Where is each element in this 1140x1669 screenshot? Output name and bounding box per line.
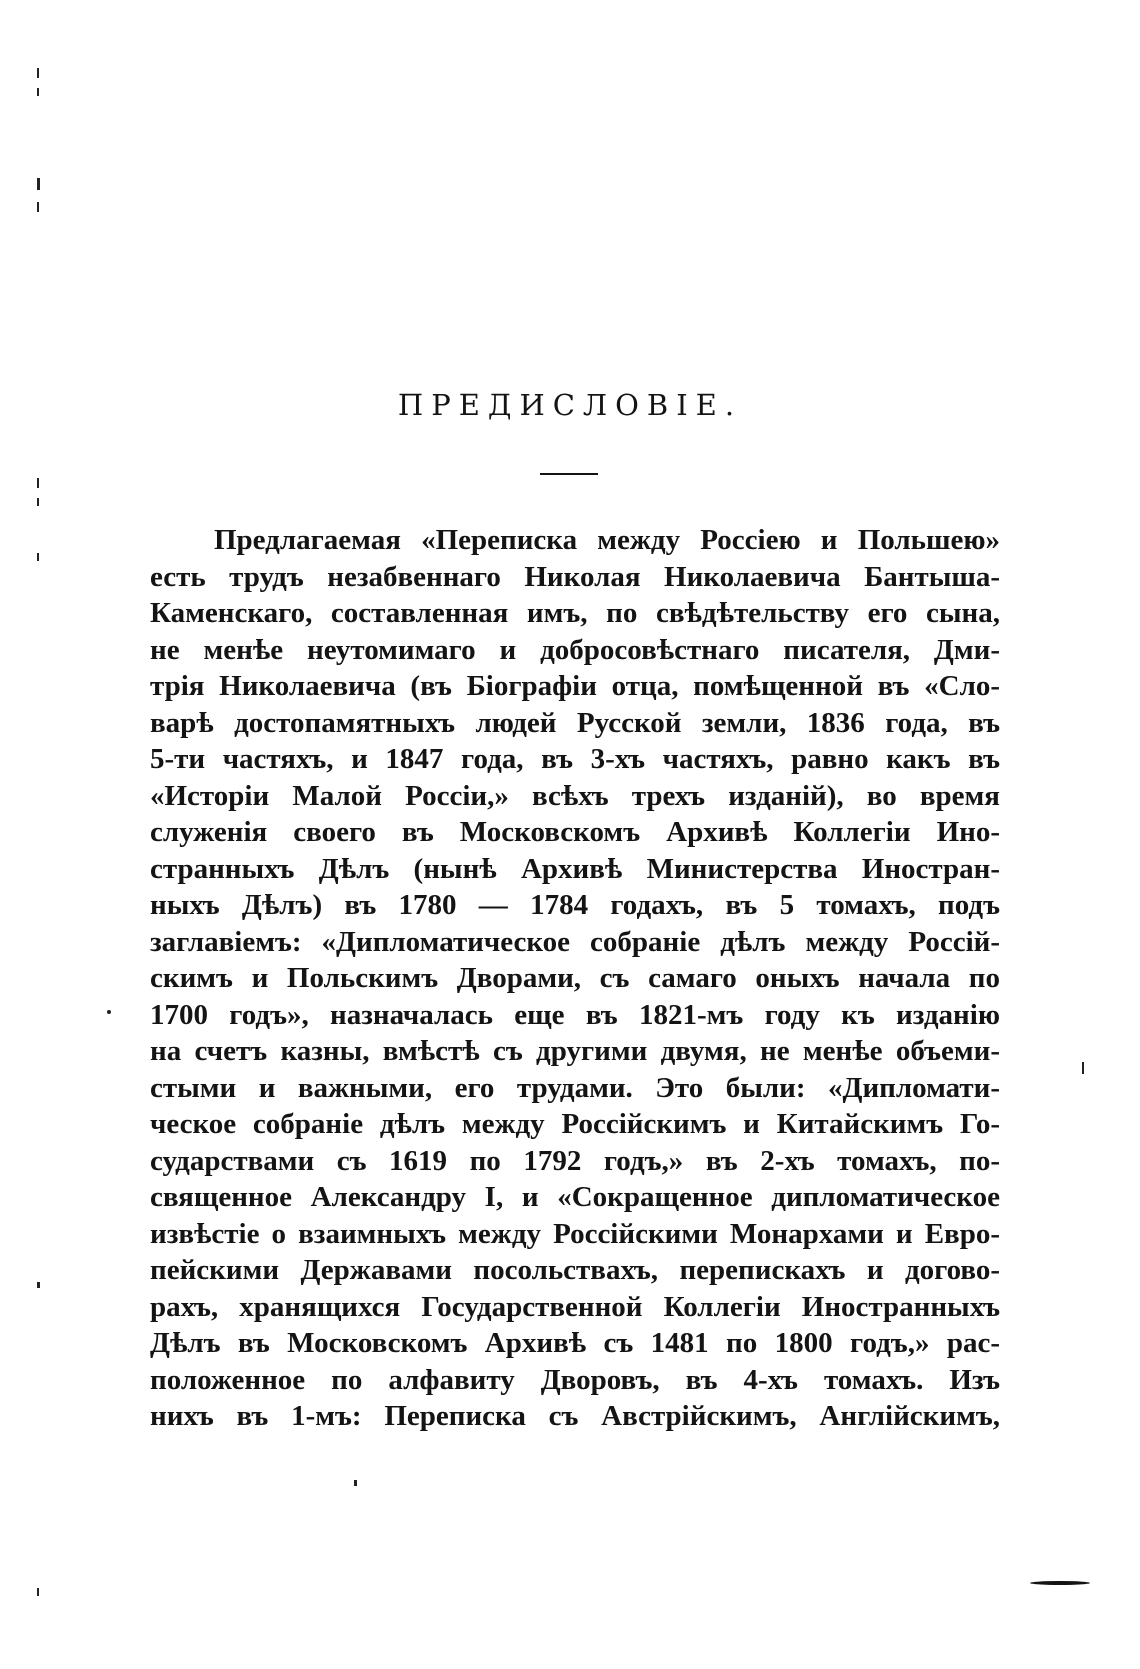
- text-line: ныхъ Дѣлъ) въ 1780 — 1784 годахъ, въ 5 томахъ, подъ: [150, 889, 1000, 921]
- text-line: служенiя своего въ Московскомъ Архивѣ Коллегiи Ино-: [150, 816, 1000, 848]
- text-line: скимъ и Польскимъ Дворами, съ самаго оныхъ начала по: [150, 962, 1000, 994]
- text-line: есть трудъ незабвеннаго Николая Николаевича Бантыша-: [150, 560, 1000, 593]
- text-line: сударствами съ 1619 по 1792 годъ,» въ 2-хъ томахъ, по-: [150, 1144, 1000, 1177]
- text-line: Дѣлъ въ Московскомъ Архивѣ съ 1481 по 1800 годъ,» рас-: [150, 1327, 1000, 1359]
- page-title: ПРЕДИСЛОВIЕ.: [397, 388, 743, 422]
- margin-speck: [354, 1480, 357, 1486]
- text-line: «Исторiи Малой Россiи,» всѣхъ трехъ изданiй), во время: [150, 779, 1000, 812]
- margin-speck: [37, 1588, 39, 1596]
- text-line: 5-ти частяхъ, и 1847 года, въ 3-хъ частяхъ, равно какъ въ: [150, 743, 1000, 775]
- text-line: Каменскаго, составленная имъ, по свѣдѣтельству его сына,: [150, 597, 1000, 629]
- margin-speck: [37, 88, 39, 96]
- text-line: рахъ, хранящихся Государственной Коллегiи Иностранныхъ: [150, 1290, 1000, 1323]
- body-paragraph: [150, 522, 1000, 1435]
- text-line: трiя Николаевича (въ Бiографiи отца, помѣщенной въ «Сло-: [150, 670, 1000, 702]
- text-line: священное Александру I, и «Сокращенное дипломатическое: [150, 1181, 1000, 1213]
- margin-speck: [37, 478, 39, 488]
- text-line: нихъ въ 1-мъ: Переписка съ Австрiйскимъ, Англiйскимъ,: [150, 1400, 1000, 1432]
- text-line: ческое собранiе дѣлъ между Россiйскимъ и Китайскимъ Го-: [150, 1108, 1000, 1140]
- heading-rule: [540, 473, 598, 475]
- text-line: Предлагаемая «Переписка между Россiею и Польшею»: [214, 524, 1000, 556]
- text-line: заглавiемъ: «Дипломатическое собранiе дѣлъ между Россiй-: [150, 925, 1000, 958]
- text-line: 1700 годъ», назначалась еще въ 1821-мъ году къ изданiю: [150, 998, 1000, 1031]
- page-edge-mark: [1030, 1581, 1090, 1585]
- text-line: стыми и важными, его трудами. Это были: «Дипломати-: [150, 1071, 1000, 1104]
- margin-speck: [37, 553, 39, 561]
- text-line: положенное по алфавиту Дворовъ, въ 4-хъ томахъ. Изъ: [150, 1363, 1000, 1396]
- margin-speck: [1082, 1062, 1084, 1074]
- text-line: на счетъ казны, вмѣстѣ съ другими двумя, не менѣе объеми-: [150, 1035, 1000, 1067]
- text-line: варѣ достопамятныхъ людей Русской земли, 1836 года, въ: [150, 706, 1000, 739]
- text-line: странныхъ Дѣлъ (нынѣ Архивѣ Министерства Иностран-: [150, 852, 1000, 885]
- margin-speck: [37, 1282, 40, 1288]
- margin-speck: [37, 68, 39, 78]
- margin-speck: [37, 178, 40, 190]
- text-line: извѣстiе о взаимныхъ между Россiйскими Монархами и Евро-: [150, 1217, 1000, 1250]
- margin-speck: [37, 498, 39, 506]
- margin-speck: [107, 1010, 111, 1014]
- text-line: пейскими Державами посольствахъ, перепискахъ и догово-: [150, 1254, 1000, 1286]
- margin-speck: [37, 202, 39, 212]
- text-line: не менѣе неутомимаго и добросовѣстнаго писателя, Дми-: [150, 633, 1000, 666]
